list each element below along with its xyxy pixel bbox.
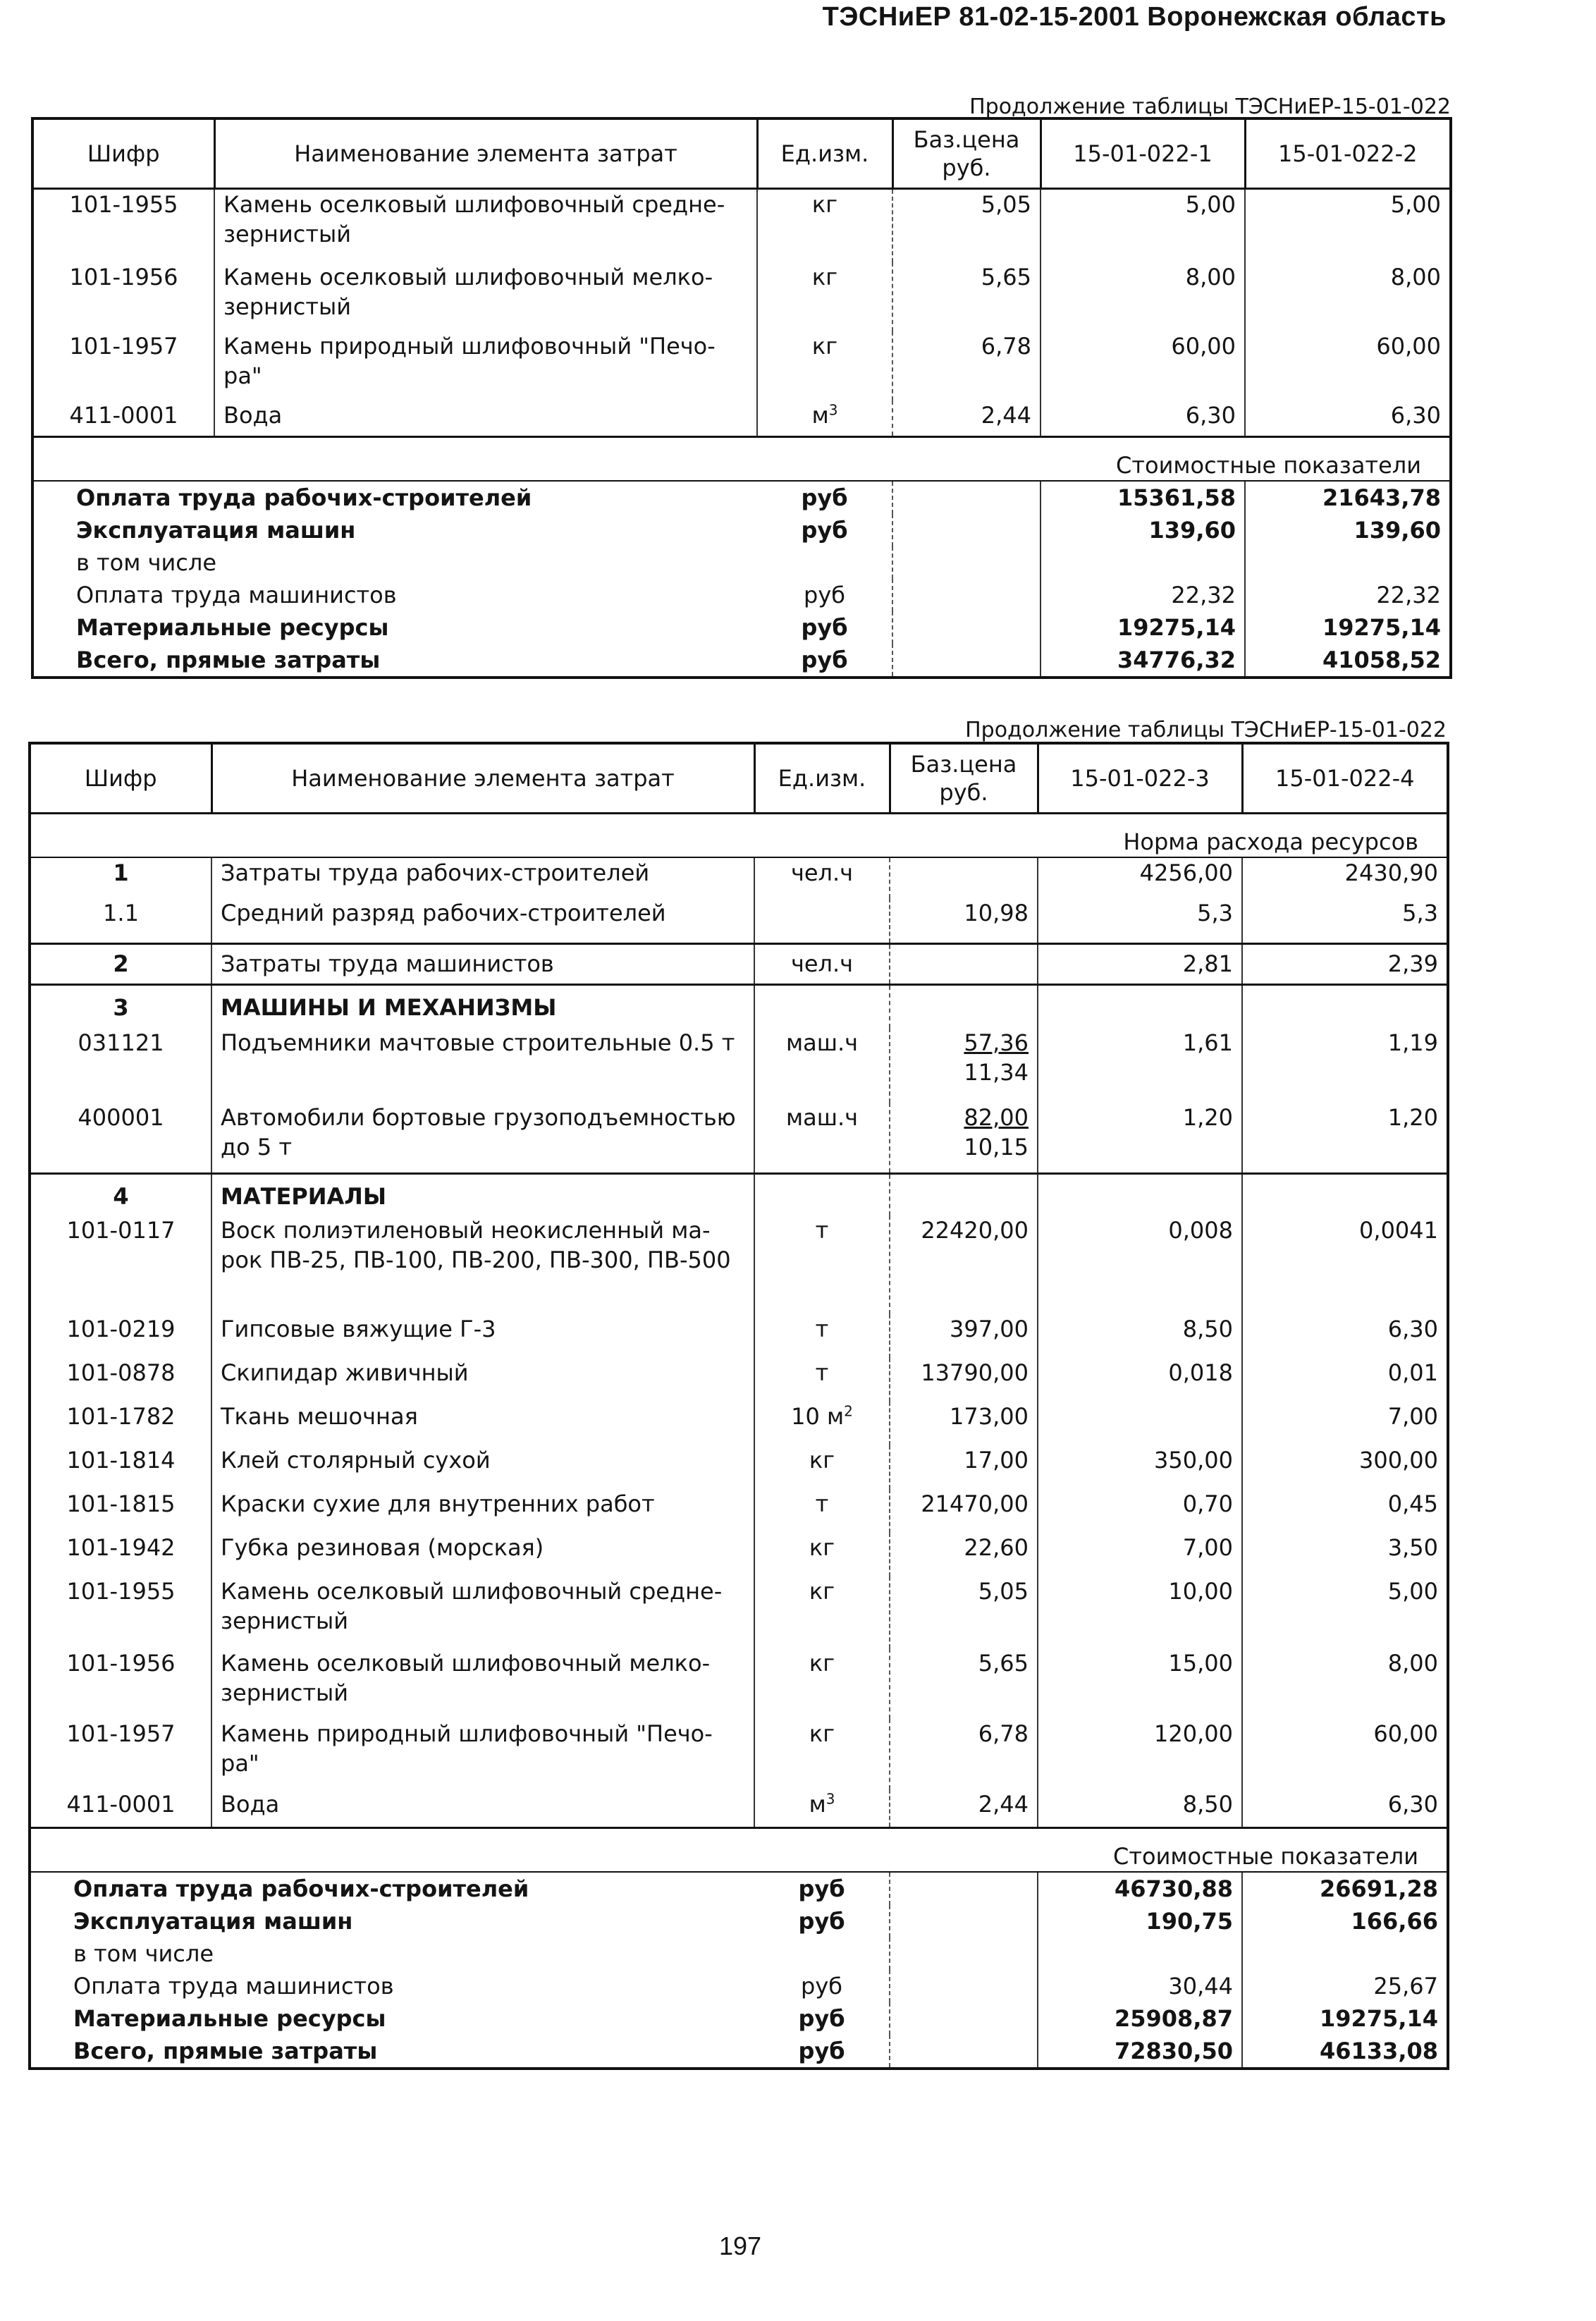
cost-price-empty xyxy=(892,579,1041,611)
table-row xyxy=(30,898,1448,943)
row-name: Автомобили бортовые грузоподъемностью до 5 т xyxy=(211,1103,754,1173)
row-name: Клей столярный сухой xyxy=(211,1445,754,1489)
cost-value-1: 19275,14 xyxy=(1041,611,1245,644)
empty-cell xyxy=(1038,984,1242,1028)
table-row xyxy=(30,1028,1448,1103)
cost-price-empty xyxy=(890,2035,1038,2069)
table-row xyxy=(30,1719,1448,1789)
cost-value-2: 166,66 xyxy=(1242,1905,1448,1937)
cost-name: Всего, прямые затраты xyxy=(76,647,381,673)
cost-name: Эксплуатация машин xyxy=(73,1907,353,1935)
cost-name: Оплата труда машинистов xyxy=(76,582,397,608)
table-row xyxy=(30,1648,1448,1719)
cost-value-2: 46133,08 xyxy=(1242,2035,1448,2069)
row-unit xyxy=(754,898,890,943)
empty-cell xyxy=(890,984,1038,1028)
row-name: Камень оселковый шлифовочный средне-зернистый xyxy=(214,189,757,262)
row-code: 101-1782 xyxy=(66,1403,176,1430)
cost-value-2: 25,67 xyxy=(1242,1970,1448,2002)
row-unit: маш.ч xyxy=(754,1103,890,1173)
cost-name: в том числе xyxy=(73,1940,214,1967)
row-value-1 xyxy=(1038,1402,1242,1445)
unit-text: 10 м xyxy=(791,1403,845,1430)
cost-name: Эксплуатация машин xyxy=(76,517,356,544)
row-name: Камень природный шлифовочный "Печо-ра" xyxy=(211,1719,754,1789)
row-value-1: 60,00 xyxy=(1041,331,1245,400)
row-code: 101-0117 xyxy=(66,1217,176,1244)
cost-unit: руб xyxy=(801,647,848,673)
row-price: 5,65 xyxy=(892,262,1041,331)
row-price: 6,78 xyxy=(890,1719,1038,1789)
cost-value-2: 22,32 xyxy=(1245,579,1451,611)
row-value-2: 8,00 xyxy=(1242,1648,1448,1719)
row-name: Затраты труда рабочих-строителей xyxy=(211,857,754,898)
row-unit: чел.ч xyxy=(754,857,890,898)
row-price: 397,00 xyxy=(890,1314,1038,1358)
row-unit: кг xyxy=(754,1719,890,1789)
row-unit: чел.ч xyxy=(754,943,890,984)
row-value-1: 0,70 xyxy=(1038,1489,1242,1533)
row-price: 10,98 xyxy=(890,898,1038,943)
col-header-norm-3: 15-01-022-3 xyxy=(1038,743,1242,814)
row-name: Вода xyxy=(211,1789,754,1827)
section-title: МАТЕРИАЛЫ xyxy=(211,1173,754,1215)
empty-cell xyxy=(890,1173,1038,1215)
row-value-2: 6,30 xyxy=(1242,1314,1448,1358)
row-unit xyxy=(757,400,892,437)
cost-indicators-label xyxy=(32,437,1451,482)
row-name: Средний разряд рабочих-строителей xyxy=(211,898,754,943)
table-row xyxy=(30,1103,1448,1173)
row-value-2: 2430,90 xyxy=(1242,857,1448,898)
cost-value-2: 26691,28 xyxy=(1242,1872,1448,1905)
col-header-norm-1: 15-01-022-1 xyxy=(1041,118,1245,189)
cost-name: Оплата труда рабочих-строителей xyxy=(76,484,532,511)
row-value-1: 2,81 xyxy=(1038,943,1242,984)
table-header-row xyxy=(30,743,1448,814)
row-price: 5,65 xyxy=(890,1648,1038,1719)
row-value-1: 7,00 xyxy=(1038,1533,1242,1576)
row-code: 101-1942 xyxy=(66,1534,176,1561)
section-label-row xyxy=(32,437,1451,482)
row-price: 2,44 xyxy=(892,400,1041,437)
row-name: Затраты труда машинистов xyxy=(211,943,754,984)
row-value-1: 120,00 xyxy=(1038,1719,1242,1789)
cost-unit: руб xyxy=(801,614,848,641)
table2-caption: Продолжение таблицы ТЭСНиЕР-15-01-022 xyxy=(965,718,1447,742)
row-code: 101-1815 xyxy=(66,1490,176,1517)
row-price: 22,60 xyxy=(890,1533,1038,1576)
row-value-2: 300,00 xyxy=(1242,1445,1448,1489)
row-price: 5,05 xyxy=(890,1576,1038,1648)
cost-unit: руб xyxy=(801,517,848,544)
table-row xyxy=(30,1576,1448,1648)
row-unit: кг xyxy=(757,189,892,262)
cost-unit: руб xyxy=(804,582,845,608)
table-row xyxy=(30,1215,1448,1314)
table-row xyxy=(30,943,1448,984)
cost-unit xyxy=(757,546,892,579)
cost-unit: руб xyxy=(801,1972,842,2000)
row-name: Камень оселковый шлифовочный средне-зернистый xyxy=(211,1576,754,1648)
section-code: 3 xyxy=(30,984,211,1028)
cost-unit: руб xyxy=(798,2004,845,2032)
row-unit: кг xyxy=(754,1576,890,1648)
section-heading-row xyxy=(30,984,1448,1028)
col-header-norm-2: 15-01-022-2 xyxy=(1245,118,1451,189)
cost-value-1: 25908,87 xyxy=(1038,2002,1242,2035)
row-price xyxy=(890,857,1038,898)
unit-superscript: 3 xyxy=(825,1790,835,1808)
row-value-2: 2,39 xyxy=(1242,943,1448,984)
row-price xyxy=(890,1103,1038,1173)
row-value-2: 7,00 xyxy=(1242,1402,1448,1445)
table-row xyxy=(32,331,1451,400)
row-unit xyxy=(754,1402,890,1445)
row-code: 101-1955 xyxy=(66,1578,176,1605)
cost-value-1 xyxy=(1038,1937,1242,1970)
row-unit: кг xyxy=(754,1445,890,1489)
row-value-1: 0,008 xyxy=(1038,1215,1242,1314)
row-code: 411-0001 xyxy=(66,1791,176,1818)
row-name: Ткань мешочная xyxy=(211,1402,754,1445)
row-value-1: 10,00 xyxy=(1038,1576,1242,1648)
row-code: 2 xyxy=(30,943,211,984)
cost-price-empty xyxy=(890,1970,1038,2002)
row-unit: маш.ч xyxy=(754,1028,890,1103)
driver-wage: 10,15 xyxy=(964,1134,1029,1160)
cost-indicators-label xyxy=(30,1827,1448,1872)
cost-value-1: 190,75 xyxy=(1038,1905,1242,1937)
row-value-2: 60,00 xyxy=(1245,331,1451,400)
cost-row xyxy=(32,611,1451,644)
row-price: 21470,00 xyxy=(890,1489,1038,1533)
empty-cell xyxy=(1242,1173,1448,1215)
row-value-2: 3,50 xyxy=(1242,1533,1448,1576)
row-value-1: 350,00 xyxy=(1038,1445,1242,1489)
row-code: 101-1814 xyxy=(66,1447,176,1474)
cost-price-empty xyxy=(892,481,1041,514)
cost-unit: руб xyxy=(798,2037,845,2064)
resource-table-1 xyxy=(31,117,1452,679)
col-header-name: Наименование элемента затрат xyxy=(211,743,754,814)
row-price xyxy=(890,943,1038,984)
row-price: 13790,00 xyxy=(890,1358,1038,1402)
cost-row xyxy=(30,2002,1448,2035)
row-code: 101-0878 xyxy=(66,1359,176,1386)
row-unit xyxy=(754,1789,890,1827)
row-value-2: 1,19 xyxy=(1242,1028,1448,1103)
cost-value-2 xyxy=(1245,546,1451,579)
row-value-2: 5,00 xyxy=(1242,1576,1448,1648)
resource-norm-label xyxy=(30,814,1448,858)
row-name: Гипсовые вяжущие Г-3 xyxy=(211,1314,754,1358)
cost-unit: руб xyxy=(801,484,848,511)
row-value-2: 6,30 xyxy=(1242,1789,1448,1827)
row-name: Камень оселковый шлифовочный мелко-зернистый xyxy=(211,1648,754,1719)
row-value-1: 1,20 xyxy=(1038,1103,1242,1173)
row-code: 1 xyxy=(113,859,129,886)
row-code: 101-1956 xyxy=(69,263,178,290)
cost-price-empty xyxy=(892,546,1041,579)
cost-name: Материальные ресурсы xyxy=(76,614,389,641)
row-value-2: 0,0041 xyxy=(1242,1215,1448,1314)
row-value-2: 6,30 xyxy=(1245,400,1451,437)
cost-row xyxy=(32,644,1451,678)
table-row xyxy=(32,262,1451,331)
row-code: 101-1957 xyxy=(69,332,178,360)
col-header-unit: Ед.изм. xyxy=(754,743,890,814)
row-price: 5,05 xyxy=(892,189,1041,262)
row-value-1: 8,50 xyxy=(1038,1314,1242,1358)
row-value-1: 5,3 xyxy=(1038,898,1242,943)
cost-price-empty xyxy=(890,1872,1038,1905)
col-header-unit: Ед.изм. xyxy=(757,118,892,189)
cost-name: Материальные ресурсы xyxy=(73,2004,386,2032)
page-number: 197 xyxy=(718,2231,762,2260)
cost-value-2: 139,60 xyxy=(1245,514,1451,546)
table-row xyxy=(30,1445,1448,1489)
row-value-1: 1,61 xyxy=(1038,1028,1242,1103)
col-header-code: Шифр xyxy=(30,743,211,814)
row-value-2: 5,3 xyxy=(1242,898,1448,943)
cost-value-2: 19275,14 xyxy=(1242,2002,1448,2035)
row-unit: т xyxy=(754,1358,890,1402)
table-header-row xyxy=(32,118,1451,189)
unit-superscript: 2 xyxy=(844,1402,853,1420)
row-value-2: 60,00 xyxy=(1242,1719,1448,1789)
row-name: Камень оселковый шлифовочный мелко-зернистый xyxy=(214,262,757,331)
cost-unit: руб xyxy=(798,1875,845,1902)
section-label-row xyxy=(30,1827,1448,1872)
cost-value-2: 41058,52 xyxy=(1245,644,1451,678)
row-code: 101-1957 xyxy=(66,1720,176,1747)
row-price: 22420,00 xyxy=(890,1215,1038,1314)
unit-superscript: 3 xyxy=(828,400,838,418)
cost-value-2: 19275,14 xyxy=(1245,611,1451,644)
cost-name: Оплата труда машинистов xyxy=(73,1972,394,2000)
col-header-name: Наименование элемента затрат xyxy=(214,118,757,189)
row-value-1: 15,00 xyxy=(1038,1648,1242,1719)
unit-text: м xyxy=(811,401,829,429)
cost-value-2: 21643,78 xyxy=(1245,481,1451,514)
row-code: 031121 xyxy=(78,1029,164,1056)
row-value-1: 5,00 xyxy=(1041,189,1245,262)
row-value-1: 4256,00 xyxy=(1038,857,1242,898)
col-header-code: Шифр xyxy=(32,118,214,189)
cost-price-empty xyxy=(890,1937,1038,1970)
table-row xyxy=(32,189,1451,262)
driver-wage: 11,34 xyxy=(964,1059,1029,1086)
cost-row xyxy=(30,1937,1448,1970)
section-heading-row xyxy=(30,1173,1448,1215)
row-price: 173,00 xyxy=(890,1402,1038,1445)
row-price: 2,44 xyxy=(890,1789,1038,1827)
cost-price-empty xyxy=(892,514,1041,546)
row-name: Камень природный шлифовочный "Печо-ра" xyxy=(214,331,757,400)
resource-table-2 xyxy=(28,742,1449,2070)
row-value-1: 8,50 xyxy=(1038,1789,1242,1827)
machine-price: 57,36 xyxy=(964,1029,1029,1056)
cost-row xyxy=(30,2035,1448,2069)
table-row xyxy=(30,1358,1448,1402)
section-title: МАШИНЫ И МЕХАНИЗМЫ xyxy=(211,984,754,1028)
empty-cell xyxy=(754,1173,890,1215)
col-header-price: Баз.цена руб. xyxy=(892,118,1041,189)
cost-value-1 xyxy=(1041,546,1245,579)
row-code: 1.1 xyxy=(103,900,139,926)
row-value-1: 6,30 xyxy=(1041,400,1245,437)
row-name: Воск полиэтиленовый неокисленный ма-рок ПВ-25, ПВ-100, ПВ-200, ПВ-300, ПВ-500 xyxy=(211,1215,754,1314)
cost-value-1: 34776,32 xyxy=(1041,644,1245,678)
cost-value-1: 139,60 xyxy=(1041,514,1245,546)
row-unit: т xyxy=(754,1314,890,1358)
cost-unit xyxy=(754,1937,890,1970)
cost-price-empty xyxy=(890,1905,1038,1937)
row-value-1: 8,00 xyxy=(1041,262,1245,331)
row-value-2: 0,01 xyxy=(1242,1358,1448,1402)
row-code: 101-1955 xyxy=(69,191,178,218)
row-unit: т xyxy=(754,1489,890,1533)
row-code: 411-0001 xyxy=(69,401,178,429)
cost-value-1: 15361,58 xyxy=(1041,481,1245,514)
cost-name: Оплата труда рабочих-строителей xyxy=(73,1875,529,1902)
row-name: Вода xyxy=(214,400,757,437)
cost-name: Всего, прямые затраты xyxy=(73,2037,378,2064)
row-price: 6,78 xyxy=(892,331,1041,400)
cost-value-1: 72830,50 xyxy=(1038,2035,1242,2069)
row-value-2: 5,00 xyxy=(1245,189,1451,262)
document-header-title: ТЭСНиЕР 81-02-15-2001 Воронежская область xyxy=(822,2,1447,32)
row-value-2: 1,20 xyxy=(1242,1103,1448,1173)
section-label-row xyxy=(30,814,1448,858)
cost-value-1: 46730,88 xyxy=(1038,1872,1242,1905)
cost-row xyxy=(30,1872,1448,1905)
table-row xyxy=(30,1489,1448,1533)
cost-value-1: 30,44 xyxy=(1038,1970,1242,2002)
row-price: 17,00 xyxy=(890,1445,1038,1489)
table-row xyxy=(30,857,1448,898)
row-code: 400001 xyxy=(78,1104,164,1131)
row-price xyxy=(890,1028,1038,1103)
cost-price-empty xyxy=(892,644,1041,678)
cost-row xyxy=(30,1905,1448,1937)
cost-price-empty xyxy=(890,2002,1038,2035)
table-row xyxy=(30,1402,1448,1445)
cost-value-2 xyxy=(1242,1937,1448,1970)
empty-cell xyxy=(754,984,890,1028)
cost-row xyxy=(30,1970,1448,2002)
cost-row xyxy=(32,546,1451,579)
row-code: 101-0219 xyxy=(66,1316,176,1342)
cost-indicators-text: Стоимостные показатели xyxy=(1113,1842,1418,1870)
row-name: Скипидар живичный xyxy=(211,1358,754,1402)
row-value-2: 8,00 xyxy=(1245,262,1451,331)
row-code: 101-1956 xyxy=(66,1650,176,1677)
resource-norm-text: Норма расхода ресурсов xyxy=(1123,828,1418,855)
empty-cell xyxy=(1242,984,1448,1028)
row-unit: кг xyxy=(754,1648,890,1719)
cost-indicators-text: Стоимостные показатели xyxy=(1116,452,1421,479)
cost-row xyxy=(32,481,1451,514)
row-name: Губка резиновая (морская) xyxy=(211,1533,754,1576)
cost-name: в том числе xyxy=(76,549,216,576)
row-unit: кг xyxy=(757,262,892,331)
table-row xyxy=(30,1533,1448,1576)
cost-price-empty xyxy=(892,611,1041,644)
col-header-price: Баз.цена руб. xyxy=(890,743,1038,814)
table-row xyxy=(30,1789,1448,1827)
empty-cell xyxy=(1038,1173,1242,1215)
cost-row xyxy=(32,514,1451,546)
row-name: Краски сухие для внутренних работ xyxy=(211,1489,754,1533)
table-row xyxy=(32,400,1451,437)
row-value-1: 0,018 xyxy=(1038,1358,1242,1402)
table-row xyxy=(30,1314,1448,1358)
cost-value-1: 22,32 xyxy=(1041,579,1245,611)
cost-row xyxy=(32,579,1451,611)
row-unit: кг xyxy=(754,1533,890,1576)
row-name: Подъемники мачтовые строительные 0.5 т xyxy=(211,1028,754,1103)
col-header-norm-4: 15-01-022-4 xyxy=(1242,743,1448,814)
row-unit: кг xyxy=(757,331,892,400)
row-value-2: 0,45 xyxy=(1242,1489,1448,1533)
table1-caption: Продолжение таблицы ТЭСНиЕР-15-01-022 xyxy=(969,94,1451,119)
section-code: 4 xyxy=(30,1173,211,1215)
row-unit: т xyxy=(754,1215,890,1314)
unit-text: м xyxy=(809,1791,826,1818)
cost-unit: руб xyxy=(798,1907,845,1935)
machine-price: 82,00 xyxy=(964,1104,1029,1131)
